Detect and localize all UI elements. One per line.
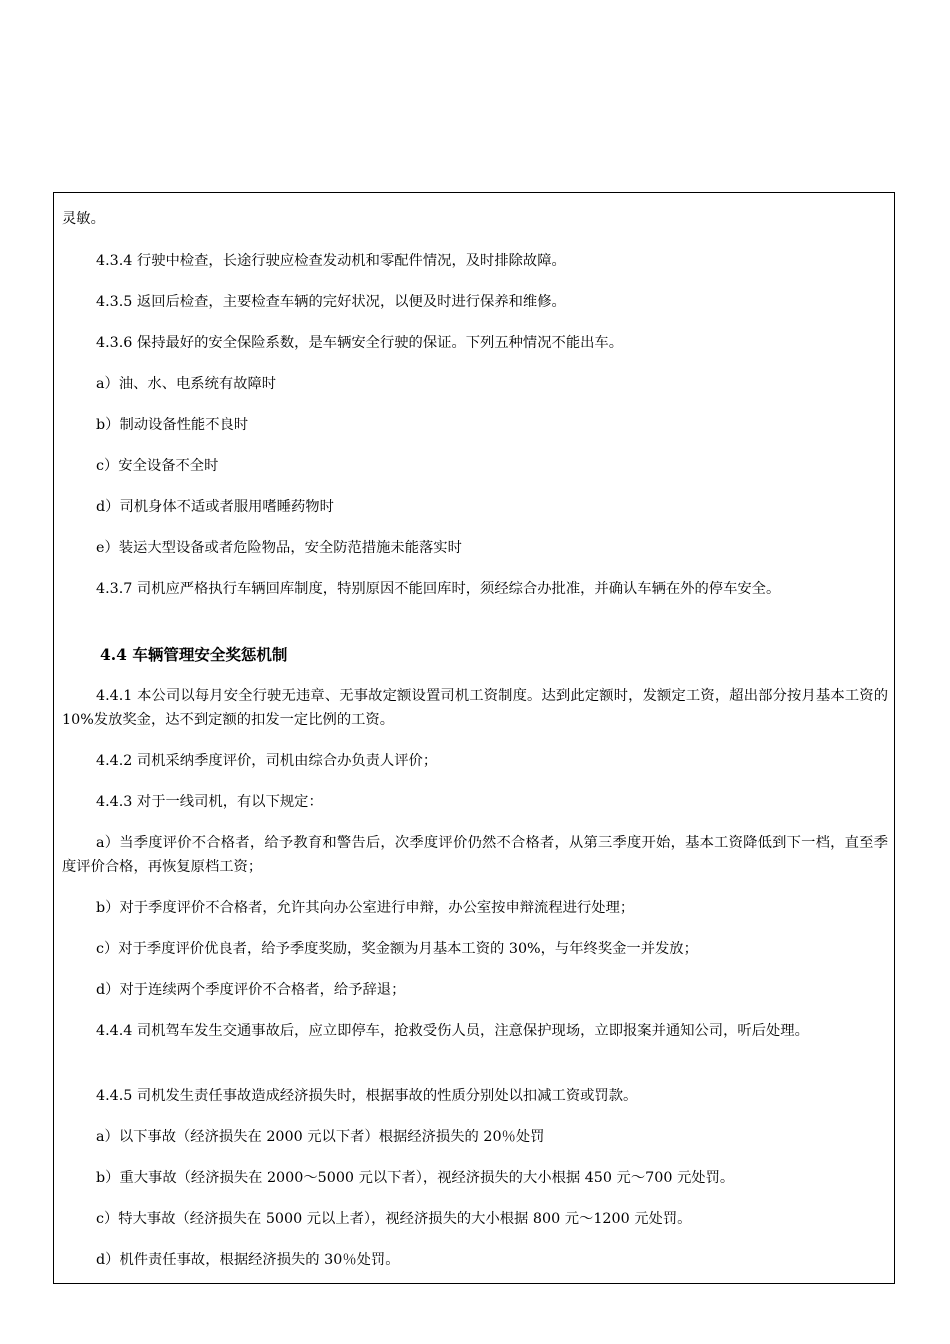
list-item-e: e）装运大型设备或者危险物品，安全防范措施未能落实时 [96,540,462,556]
penalty-item-a: a）以下事故（经济损失在 2000 元以下者）根据经济损失的 20％处罚 [96,1129,545,1145]
paragraph-4-4-4: 4.4.4 司机驾车发生交通事故后，应立即停车，抢救受伤人员，注意保护现场，立即报案并通知公司，听后处理。 [96,1023,809,1039]
list-item-d: d）司机身体不适或者服用嗜睡药物时 [96,499,334,515]
paragraph-4-4-1: 4.4.1 本公司以每月安全行驶无违章、无事故定额设置司机工资制度。达到此定额时，发额定工资，超出部分按月基本工资的 10%发放奖金，达不到定额的扣发一定比例的工资。 [62,688,888,728]
list-item-c: c）安全设备不全时 [96,458,219,474]
paragraph-4-3-6: 4.3.6 保持最好的安全保险系数，是车辆安全行驶的保证。下列五种情况不能出车。 [96,335,624,351]
penalty-item-d: d）机件责任事故，根据经济损失的 30％处罚。 [96,1252,400,1268]
section-heading-4-4: 4.4 车辆管理安全奖惩机制 [100,645,288,664]
penalty-item-c: c）特大事故（经济损失在 5000 元以上者），视经济损失的大小根据 800 元～1200 元处罚。 [96,1211,692,1227]
penalty-item-b: b）重大事故（经济损失在 2000～5000 元以下者），视经济损失的大小根据 450 元～700 元处罚。 [96,1170,735,1186]
rule-item-d: d）对于连续两个季度评价不合格者，给予辞退； [96,982,406,998]
paragraph-4-3-5: 4.3.5 返回后检查，主要检查车辆的完好状况，以便及时进行保养和维修。 [96,294,566,310]
paragraph-4-3-4: 4.3.4 行驶中检查，长途行驶应检查发动机和零配件情况，及时排除故障。 [96,253,566,269]
paragraph-continuation: 灵敏。 [62,211,105,227]
paragraph-4-4-2: 4.4.2 司机采纳季度评价，司机由综合办负责人评价； [96,753,438,769]
rule-item-a: a）当季度评价不合格者，给予教育和警告后，次季度评价仍然不合格者，从第三季度开始，基本工资降低到下一档，直至季度评价合格，再恢复原档工资； [62,835,888,875]
document-frame [53,192,895,1284]
rule-item-b: b）对于季度评价不合格者，允许其向办公室进行申辩，办公室按申辩流程进行处理； [96,900,635,916]
paragraph-4-4-3: 4.4.3 对于一线司机，有以下规定： [96,794,323,810]
paragraph-4-4-5: 4.4.5 司机发生责任事故造成经济损失时，根据事故的性质分别处以扣减工资或罚款。 [96,1088,638,1104]
list-item-b: b）制动设备性能不良时 [96,417,249,433]
list-item-a: a）油、水、电系统有故障时 [96,376,277,392]
paragraph-4-3-7: 4.3.7 司机应严格执行车辆回库制度，特别原因不能回库时，须经综合办批准，并确认车辆在外的停车安全。 [96,581,781,597]
rule-item-c: c）对于季度评价优良者，给予季度奖励，奖金额为月基本工资的 30%，与年终奖金一并发放； [96,941,698,957]
